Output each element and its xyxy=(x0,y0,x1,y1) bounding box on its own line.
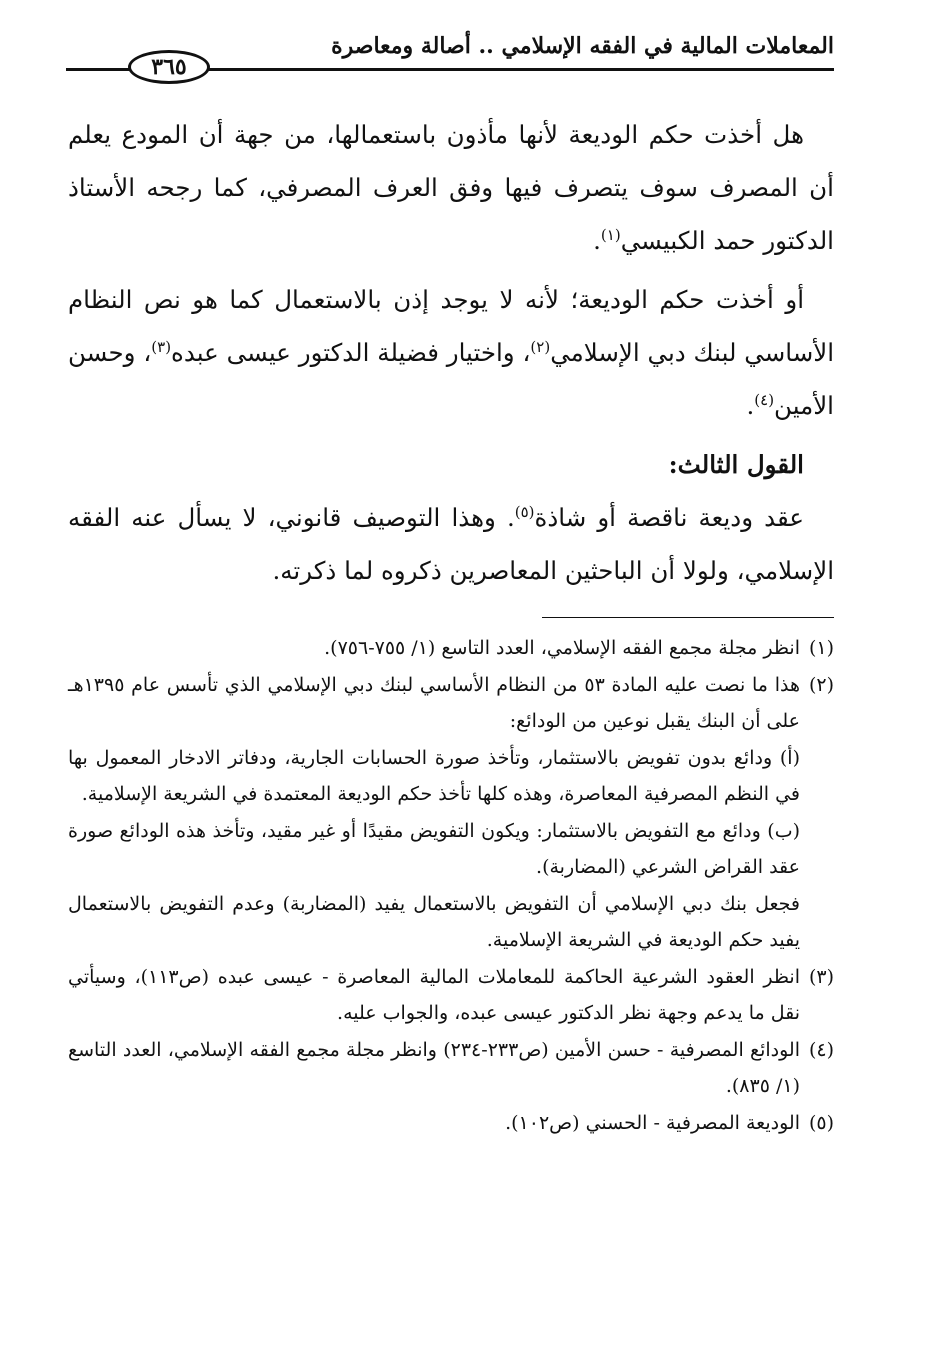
paragraph-2 xyxy=(68,273,834,432)
footnote-text: (ب) ودائع مع التفويض بالاستثمار: ويكون التفويض مقيدًا أو غير مقيد، وتأخذ هذه الودائع صورة عقد القراض الشرعي (المضاربة). xyxy=(68,819,800,878)
footnote-number: (١) xyxy=(808,637,834,659)
footnote-ref-2: (٢) xyxy=(530,338,551,356)
footnote-number: (٥) xyxy=(808,1111,834,1134)
main-text xyxy=(68,108,834,603)
footnote-ref-5: (٥) xyxy=(514,503,535,521)
paragraph-2-text-c: ، وحسن الأمين xyxy=(68,338,834,420)
paragraph-3 xyxy=(68,491,834,597)
footnote-text: انظر العقود الشرعية الحاكمة للمعاملات المالية المعاصرة - عيسى عبده (ص١١٣)، وسيأتي نقل ما يدعم وجهة نظر الدكتور عيسى عبده، والجواب عليه. xyxy=(68,965,800,1024)
footnote-text: انظر مجلة مجمع الفقه الإسلامي، العدد التاسع (١/ ٧٥٥-٧٥٦). xyxy=(324,637,800,659)
footnote-text: الوديعة المصرفية - الحسني (ص١٠٢). xyxy=(505,1111,800,1134)
footnote-ref-3: (٣) xyxy=(151,338,172,356)
footnote-number: (٤) xyxy=(808,1038,834,1061)
footnote-ref-4: (٤) xyxy=(754,391,775,409)
footnote-text: فجعل بنك دبي الإسلامي أن التفويض بالاستعمال يفيد (المضاربة) وعدم التفويض بالاستعمال يفيد حكم الوديعة في الشريعة الإسلامية. xyxy=(68,892,800,951)
paragraph-2-text-b: ، واختيار فضيلة الدكتور عيسى عبده xyxy=(171,338,531,367)
footnote-number: (٣) xyxy=(808,965,834,988)
footnote-1 xyxy=(68,630,834,667)
running-title: المعاملات المالية في الفقه الإسلامي .. أصالة ومعاصرة xyxy=(331,33,834,59)
footnote-text: الودائع المصرفية - حسن الأمين (ص٢٣٣-٢٣٤) وانظر مجلة مجمع الفقه الإسلامي، العدد التاسع (١/ ٨٣٥). xyxy=(68,1038,800,1097)
page-number: ٣٦٥ xyxy=(128,50,210,84)
paragraph-1-end: . xyxy=(593,226,601,255)
paragraph-1 xyxy=(68,108,834,267)
footnote-text: هذا ما نصت عليه المادة ٥٣ من النظام الأساسي لبنك دبي الإسلامي الذي تأسس عام ١٣٩٥هـ على أن البنك يقبل نوعين من الودائع: xyxy=(68,673,800,732)
footnote-number: (٢) xyxy=(808,673,834,696)
footnote-separator xyxy=(542,617,834,618)
footnote-ref-1: (١) xyxy=(600,226,621,244)
paragraph-3-text-a: عقد وديعة ناقصة أو شاذة xyxy=(534,503,804,532)
paragraph-2-text-a: أو أخذت حكم الوديعة؛ لأنه لا يوجد إذن بالاستعمال كما هو نص النظام الأساسي لبنك دبي الإسلامي xyxy=(68,285,835,367)
footnote-3 xyxy=(68,959,834,1032)
footnote-2-conclusion xyxy=(68,886,834,959)
footnote-text: (أ) ودائع بدون تفويض بالاستثمار، وتأخذ صورة الحسابات الجارية، ودفاتر الادخار المعمول بها في النظم المصرفية المعاصرة، وهذه كلها تأخذ حكم الوديعة المعتمدة في الشريعة الإسلامية. xyxy=(68,746,800,805)
footnote-4 xyxy=(68,1032,834,1105)
footnote-2 xyxy=(68,667,834,740)
footnotes xyxy=(68,630,834,1141)
paragraph-1-text: هل أخذت حكم الوديعة لأنها مأذون باستعمالها، من جهة أن المودع يعلم أن المصرف سوف يتصرف فيها وفق العرف المصرفي، كما رجحه الأستاذ الدكتور حمد الكبيسي xyxy=(68,120,834,255)
footnote-2-item-a xyxy=(68,740,834,813)
footnote-2-item-b xyxy=(68,813,834,886)
paragraph-2-end: . xyxy=(746,391,755,420)
paragraph-3-text-b: . وهذا التوصيف قانوني، لا يسأل عنه الفقه الإسلامي، ولولا أن الباحثين المعاصرين ذكروه لما ذكرته. xyxy=(68,503,834,585)
footnote-5 xyxy=(68,1105,834,1142)
section-heading: القول الثالث: xyxy=(668,450,804,479)
